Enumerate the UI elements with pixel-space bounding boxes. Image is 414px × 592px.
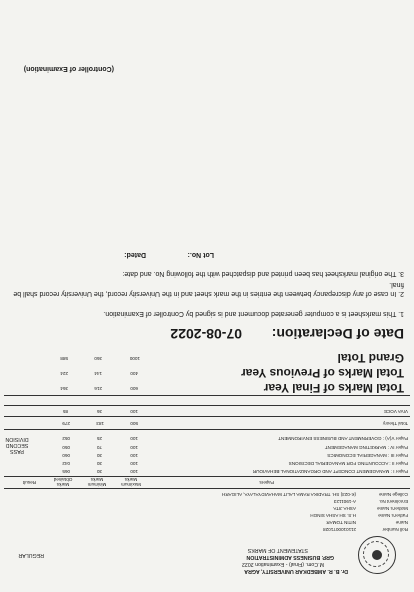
paper-max: 100 [130, 469, 138, 474]
paper-name: Paper II : ACCOUNTING FOR MANAGERIAL DECISIONS [288, 461, 408, 466]
summary-max: 600 [130, 386, 138, 391]
summary-max: 400 [130, 371, 138, 376]
paper-max: 100 [130, 461, 138, 466]
document-title: STATEMENT OF MARKS [247, 547, 308, 553]
enrolment-label: Enrolment No. [378, 499, 408, 504]
summary-label: Grand Total [337, 351, 404, 365]
paper-obtained: 052 [62, 436, 70, 441]
university-logo-icon [358, 536, 396, 574]
paper-name: Paper III : MANAGERIAL ECONOMICS [327, 453, 408, 458]
total-theory-label: Total Theory [382, 421, 408, 426]
viva-obtained: 85 [62, 409, 68, 414]
paper-max: 100 [130, 453, 138, 458]
college-label: College Name [378, 492, 408, 497]
summary-min: 216 [94, 386, 102, 391]
viva-label: VIVA VOCE [383, 409, 408, 414]
header-papers: Papers [259, 480, 274, 485]
paper-obtained: 042 [62, 461, 70, 466]
controller-signature: (Controller of Examination) [23, 65, 114, 72]
header-min: Minimum Marks [87, 477, 107, 487]
father-name: H.S. SH ASHA SINGH [310, 513, 356, 518]
summary-min: 360 [94, 356, 102, 361]
mother-label: Mother's Name [376, 506, 408, 511]
paper-obtained: 065 [62, 469, 70, 474]
declaration-label: Date of Declaration: [271, 326, 404, 342]
summary-obtained: 224 [60, 371, 68, 376]
paper-obtained: 050 [62, 445, 70, 450]
roll-label: Roll Number [382, 527, 408, 532]
paper-min: 25 [96, 436, 102, 441]
paper-name: Paper IV : MARKETING MANAGEMENT [324, 445, 408, 450]
viva-min: 36 [96, 409, 102, 414]
paper-min: 30 [96, 453, 102, 458]
faculty-title: GRP. BUSINESS ADMINISTRATION [246, 554, 334, 560]
mother-name: ASHA JITA [333, 506, 356, 511]
total-theory-max: 500 [130, 421, 138, 426]
note-3: 3. The original marksheet has been printed and dispatched with the following No. and date: [122, 270, 404, 277]
exam-title: M.Com. (Final) - Examination 2022 [241, 561, 324, 567]
header-obtained: Marks Obtained [53, 477, 73, 487]
category-label: REGULAR [18, 552, 44, 558]
note-1: 1. This marksheet is a computer generated document and is signed by Controller of Examination. [103, 310, 404, 317]
total-theory-min: 183 [96, 421, 104, 426]
summary-label: Total Marks of Final Year [263, 381, 404, 395]
paper-min: 70 [96, 445, 102, 450]
lot-label: Lot No.: [187, 251, 214, 258]
paper-min: 30 [96, 461, 102, 466]
paper-min: 30 [96, 469, 102, 474]
paper-max: 100 [130, 445, 138, 450]
summary-obtained: 364 [60, 386, 68, 391]
college-name: (K-023) SH. TRADIKA RAMA LALIT MAHAVIDYALAYA, ALIGARH [221, 492, 356, 497]
dated-label: Dated: [124, 251, 146, 258]
paper-name: Paper I : MANAGEMENT CONCEPT AND ORGANIZATIONAL BEHAVIOUR [252, 469, 408, 474]
header-max: Maximum Marks [121, 477, 141, 487]
summary-max: 1000 [129, 356, 140, 361]
declaration-date: 07-08-2022 [170, 326, 242, 342]
viva-max: 100 [130, 409, 138, 414]
paper-max: 100 [130, 436, 138, 441]
summary-obtained: 588 [60, 356, 68, 361]
student-name: NITIN TOMAR [326, 520, 356, 525]
summary-min: 144 [94, 371, 102, 376]
total-theory-obtained: 279 [62, 421, 70, 426]
name-label: Name [395, 520, 408, 525]
summary-label: Total Marks of Previous Year [241, 366, 404, 380]
result-text: PASS SECOND DIVISION [5, 436, 29, 454]
university-name: Dr. B. R. AMBEDKAR UNIVERSITY, AGRA [244, 568, 348, 574]
roll-number: 2110100071028 [323, 527, 356, 532]
paper-name: Paper V(A) : GOVERNMENT AND BUSINESS ENVIRONMENT [278, 436, 408, 441]
father-label: Father's Name [378, 513, 408, 518]
enrolment-number: A-1901123 [333, 499, 356, 504]
paper-obtained: 060 [62, 453, 70, 458]
header-result: Result [22, 480, 36, 485]
note-2: 2. In case of any discrepancy between the entries in the mark sheet and in the University record, the University record shall be final. [13, 281, 404, 297]
